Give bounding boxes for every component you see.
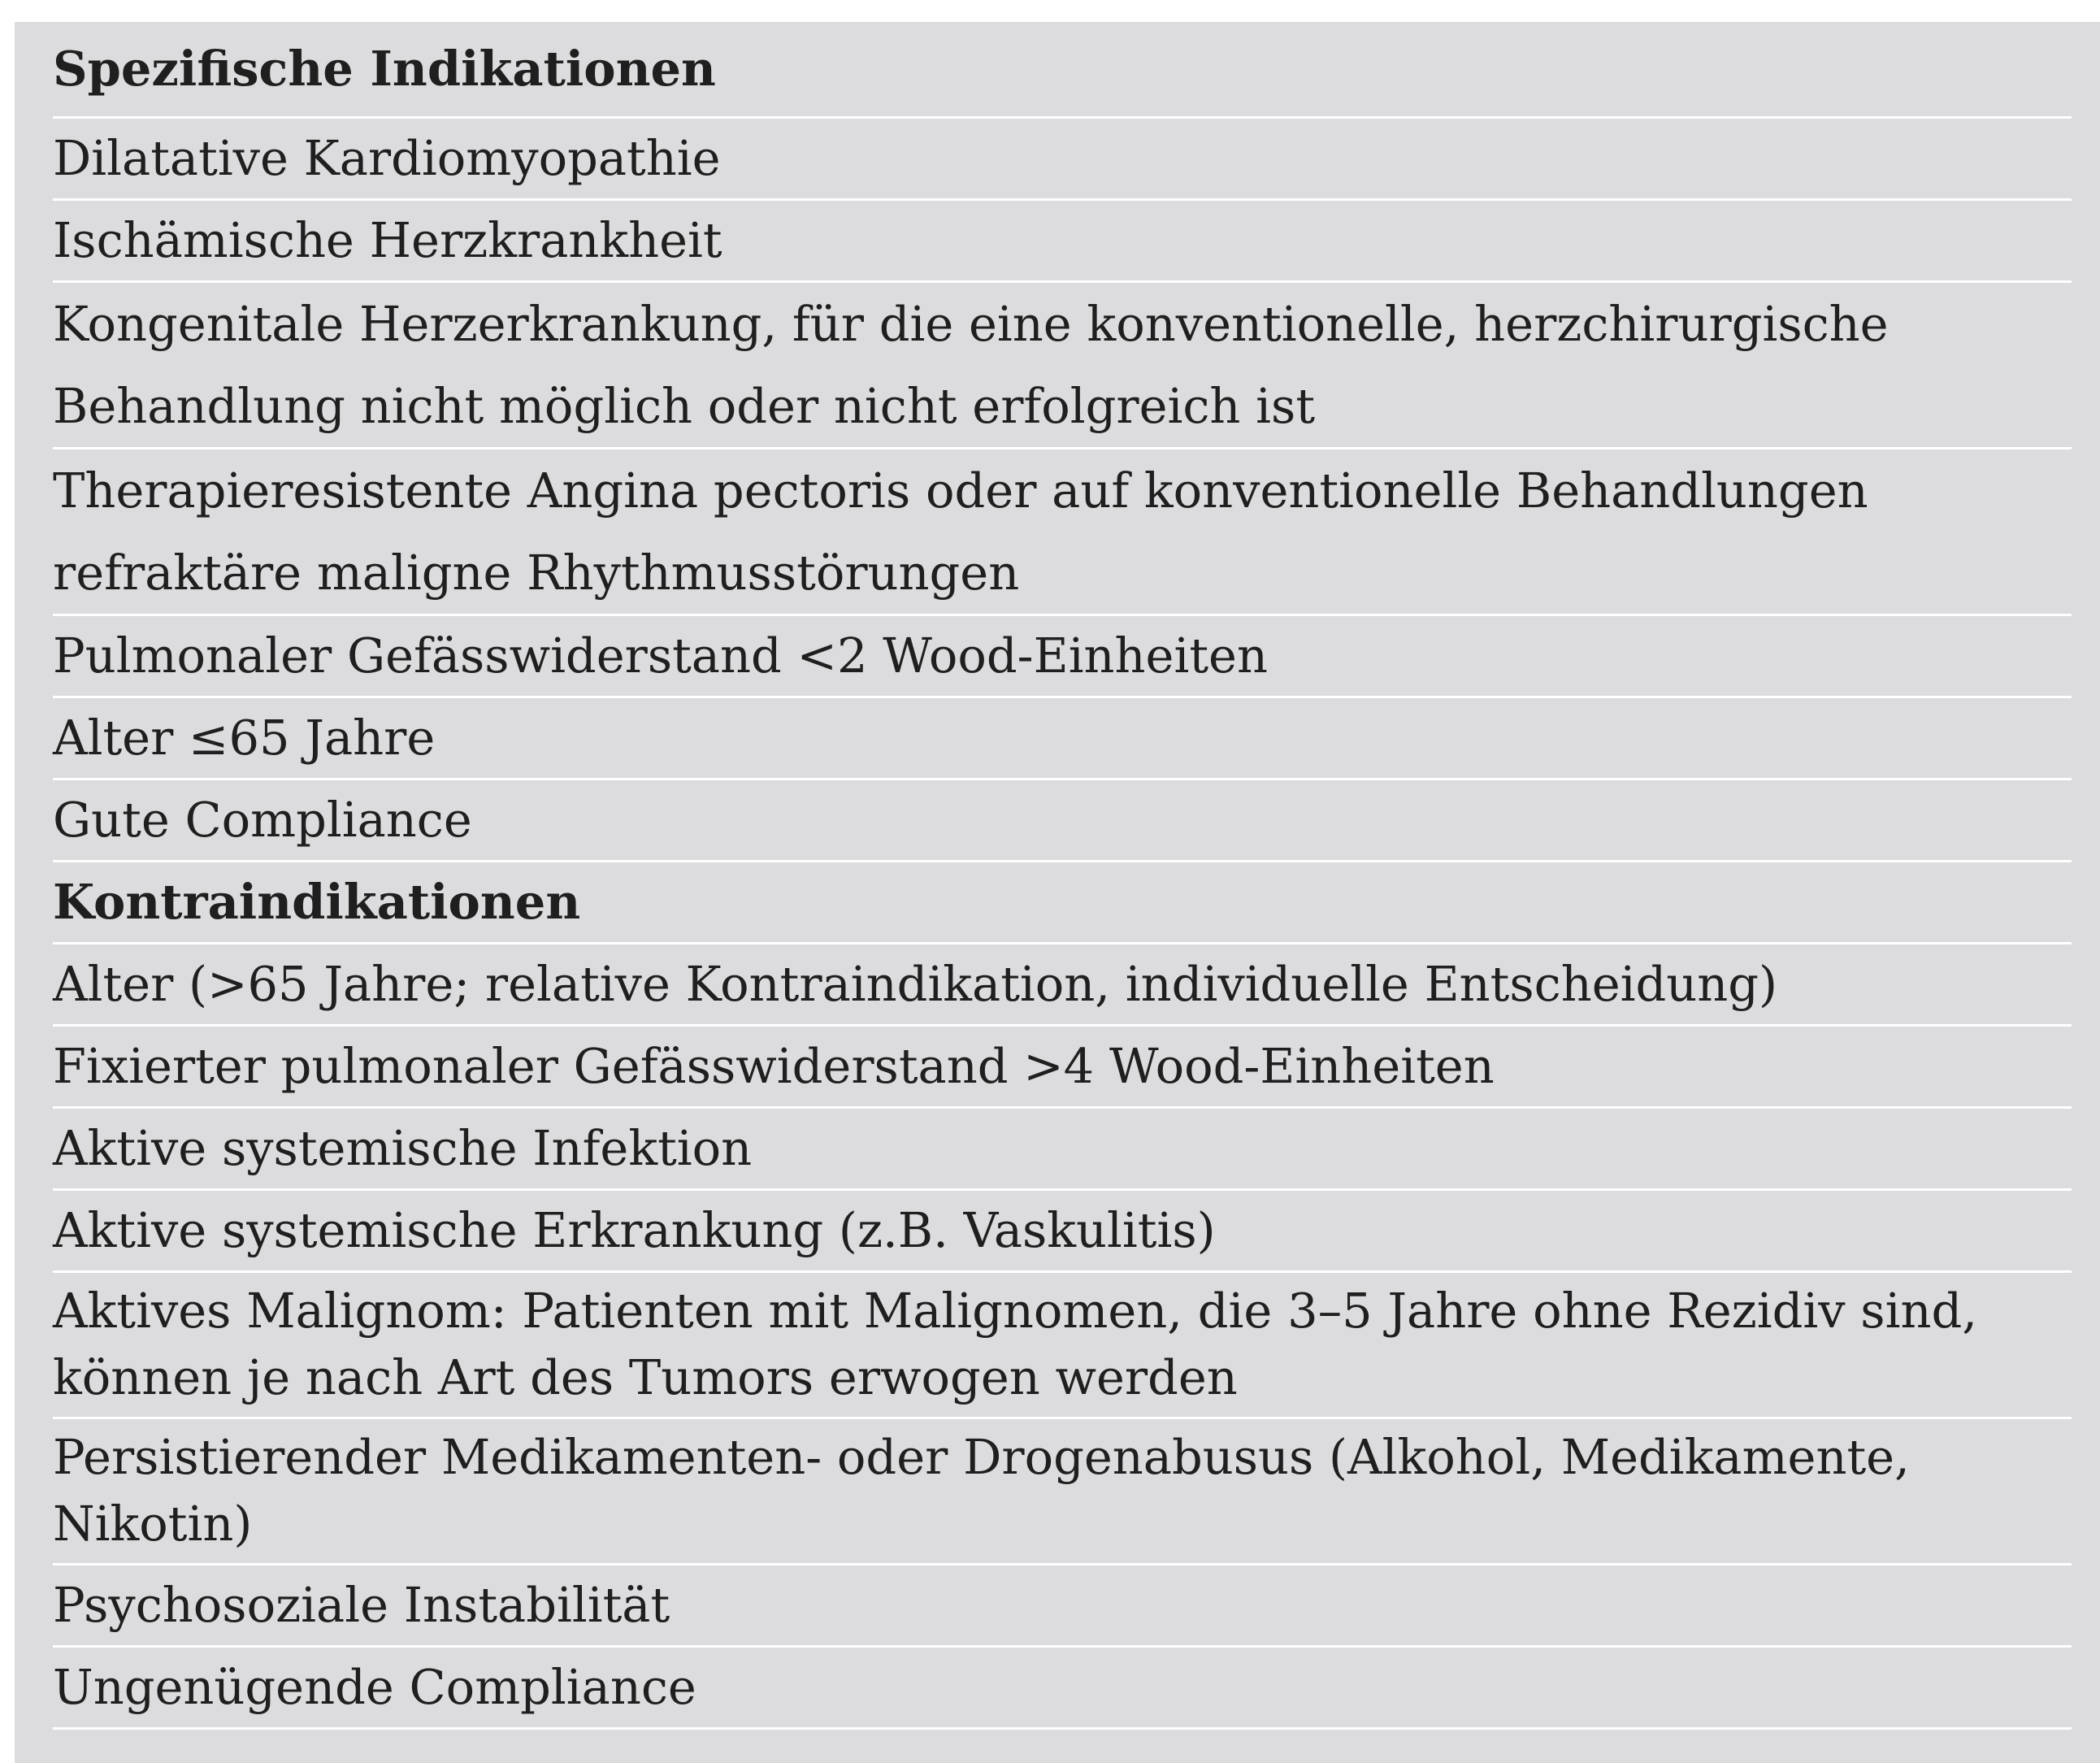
contraindication-item: Fixierter pulmonaler Gefässwiderstand >4 Wood-Einheiten bbox=[53, 1025, 2072, 1107]
contraindication-item: Aktive systemische Erkrankung (z.B. Vaskulitis) bbox=[53, 1189, 2072, 1271]
section-header-row bbox=[53, 861, 2072, 943]
table-row bbox=[53, 1418, 2072, 1564]
contraindication-item: Aktives Malignom: Patienten mit Malignomen, die 3–5 Jahre ohne Rezidiv sind, können je nach Art des Tumors erwogen werden bbox=[53, 1271, 2072, 1418]
indication-item: Therapieresistente Angina pectoris oder auf konventionelle Behandlungen refraktäre maligne Rhythmusstörungen bbox=[53, 448, 2072, 614]
table-row bbox=[53, 1107, 2072, 1189]
table-row bbox=[53, 943, 2072, 1025]
table-row bbox=[53, 779, 2072, 861]
table-row bbox=[53, 1564, 2072, 1646]
section-header-row bbox=[53, 22, 2072, 117]
table-row bbox=[53, 117, 2072, 199]
indication-item: Kongenitale Herzerkrankung, für die eine konventionelle, herzchirurgische Behandlung nicht möglich oder nicht erfolgreich ist bbox=[53, 281, 2072, 448]
table-row bbox=[53, 1025, 2072, 1107]
indications-header: Spezifische Indikationen bbox=[53, 22, 2072, 117]
contraindication-item: Alter (>65 Jahre; relative Kontraindikation, individuelle Entscheidung) bbox=[53, 943, 2072, 1025]
table-row bbox=[53, 697, 2072, 779]
contraindication-item: Aktive systemische Infektion bbox=[53, 1107, 2072, 1189]
table-row bbox=[53, 448, 2072, 614]
indications-table-panel bbox=[15, 22, 2100, 1763]
table-row bbox=[53, 1271, 2072, 1418]
contraindication-item: Ungenügende Compliance bbox=[53, 1646, 2072, 1728]
indication-item: Gute Compliance bbox=[53, 779, 2072, 861]
indication-item: Dilatative Kardiomyopathie bbox=[53, 117, 2072, 199]
table-row bbox=[53, 281, 2072, 448]
indication-item: Pulmonaler Gefässwiderstand <2 Wood-Einheiten bbox=[53, 614, 2072, 697]
indication-item: Ischämische Herzkrankheit bbox=[53, 199, 2072, 281]
table-row bbox=[53, 1646, 2072, 1728]
table-row bbox=[53, 199, 2072, 281]
table-row bbox=[53, 1189, 2072, 1271]
indications-table bbox=[53, 22, 2072, 1730]
contraindication-item: Psychosoziale Instabilität bbox=[53, 1564, 2072, 1646]
contraindications-header: Kontraindikationen bbox=[53, 861, 2072, 943]
indication-item: Alter ≤65 Jahre bbox=[53, 697, 2072, 779]
table-row bbox=[53, 614, 2072, 697]
contraindication-item: Persistierender Medikamenten- oder Drogenabusus (Alkohol, Medikamente, Nikotin) bbox=[53, 1418, 2072, 1564]
